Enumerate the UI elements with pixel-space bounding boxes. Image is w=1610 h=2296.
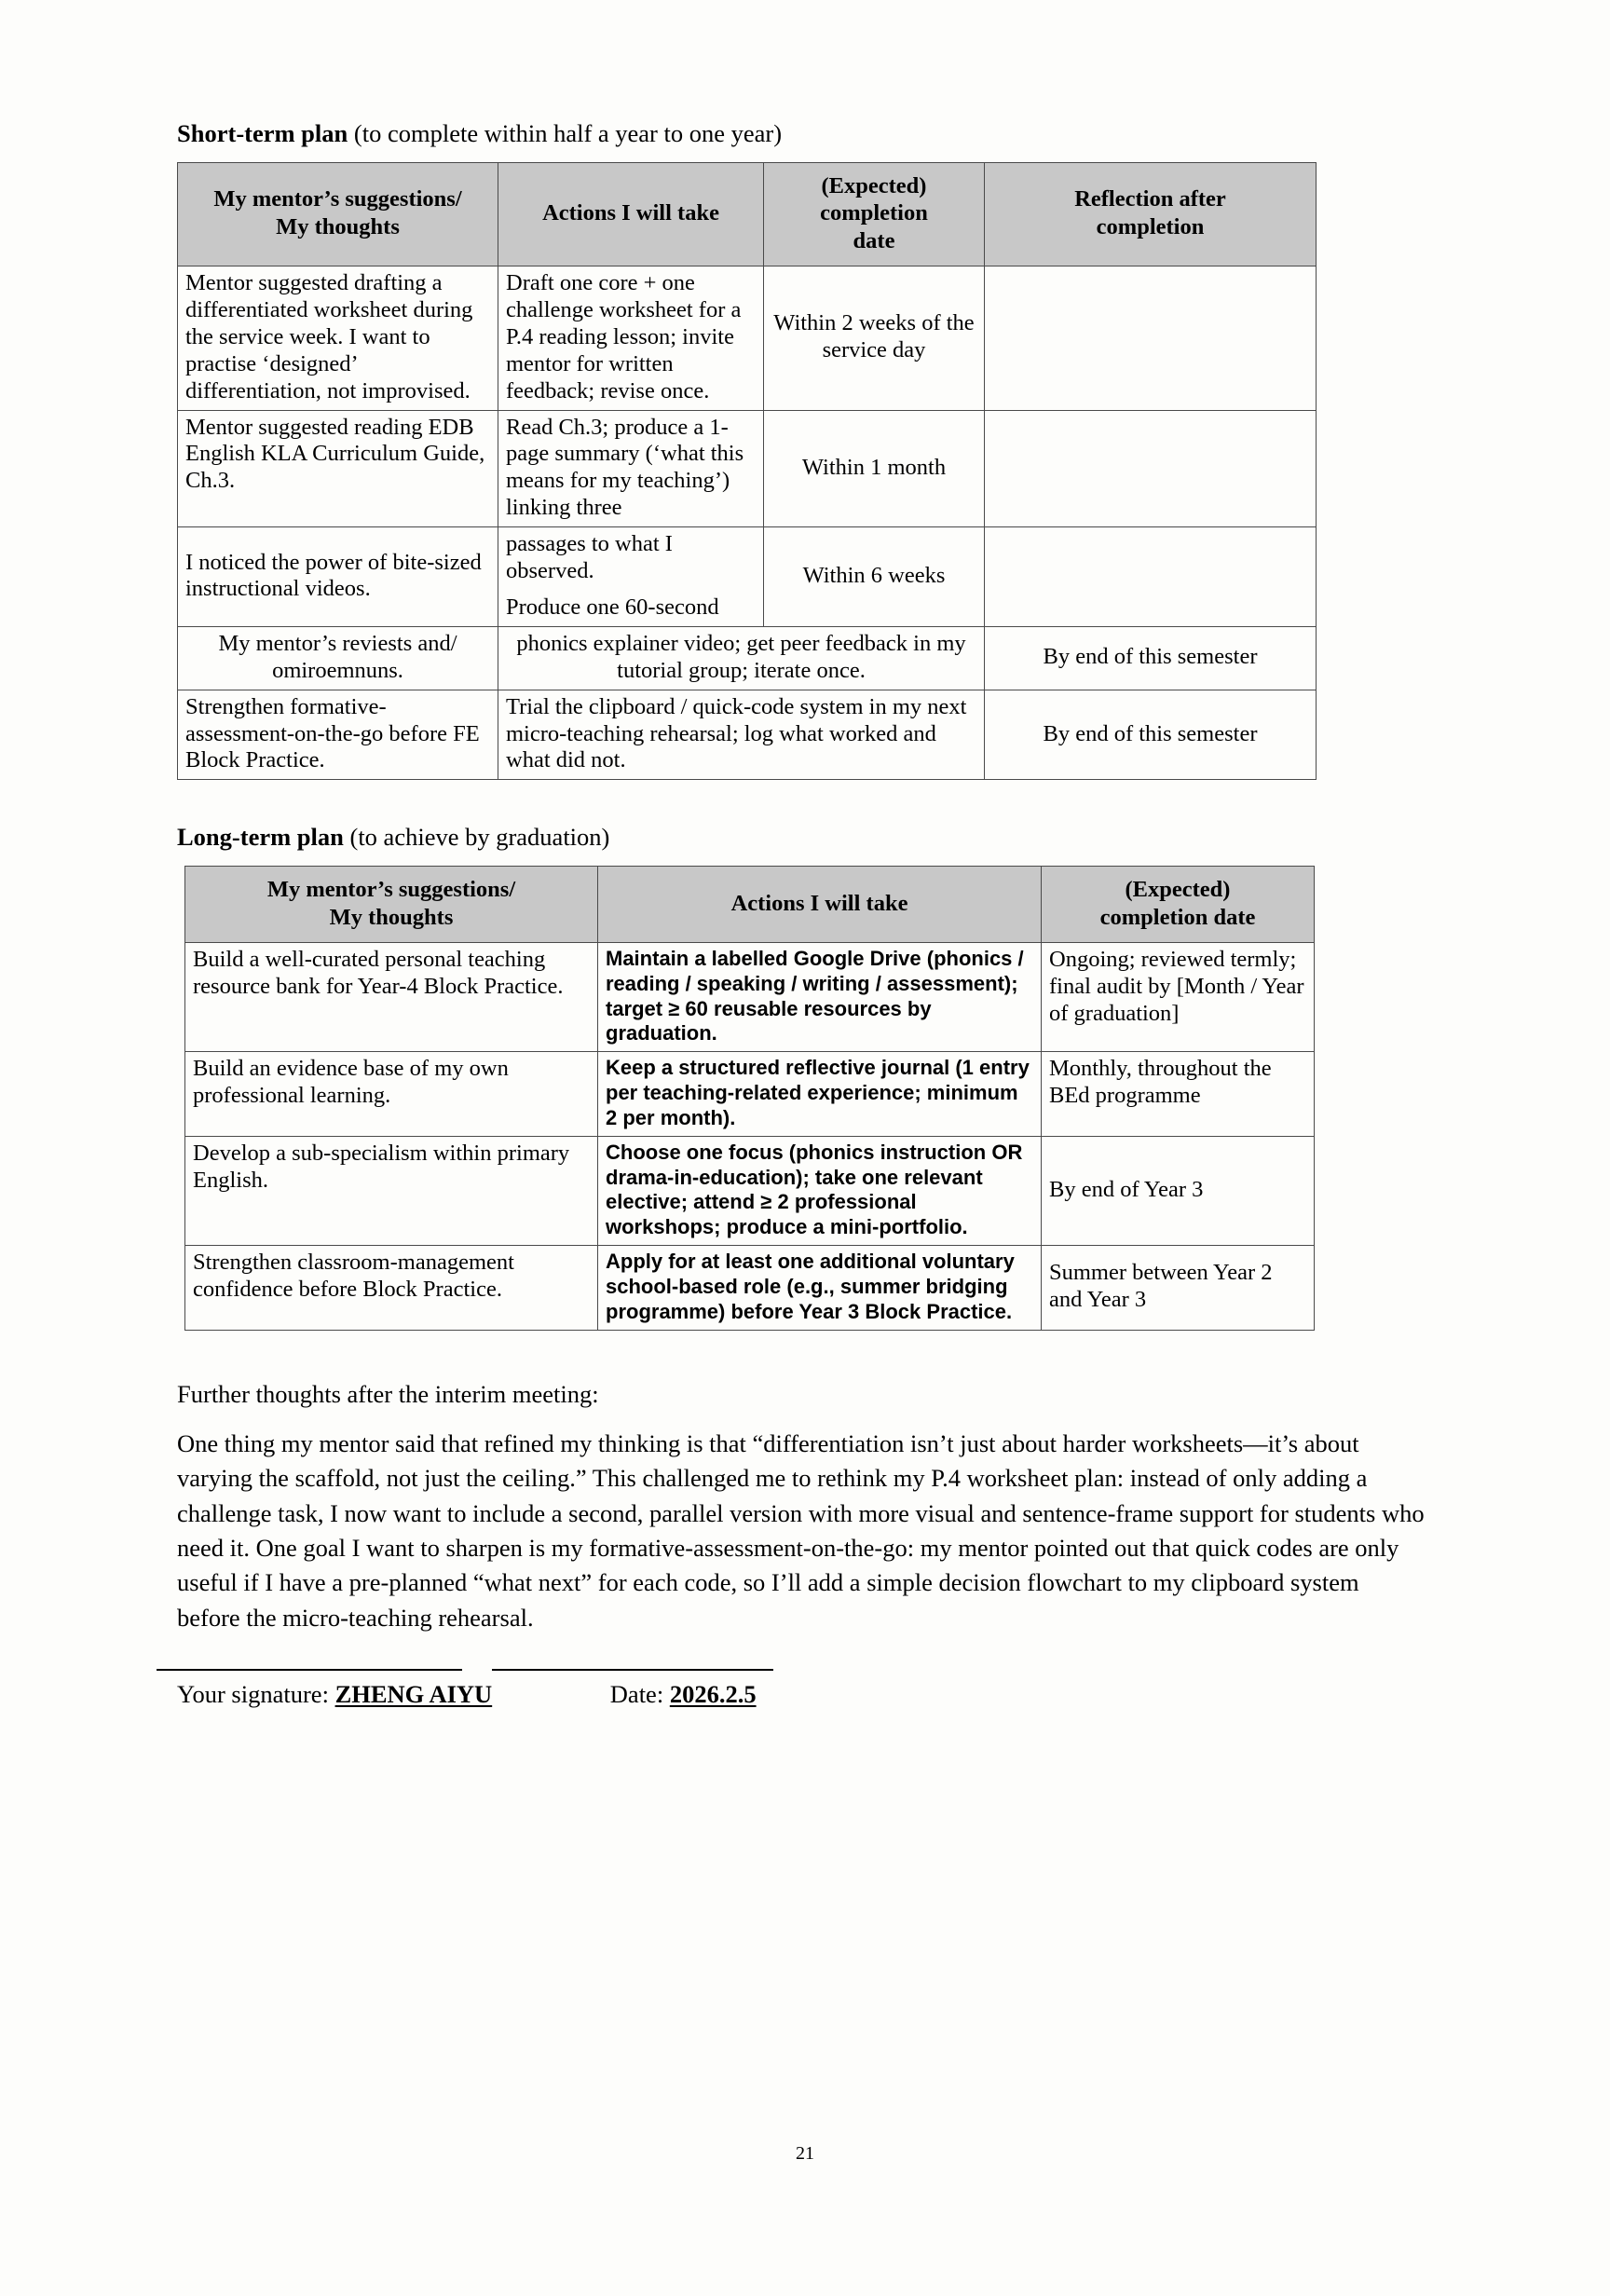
signature-label: Your signature:: [177, 1680, 329, 1709]
table-row: [178, 410, 1317, 527]
column-header-actions: Actions I will take: [498, 162, 764, 266]
cell-thoughts: Build an evidence base of my own professional learning.: [185, 1052, 598, 1136]
cell-thoughts: My mentor’s reviests and/ omiroemnuns.: [178, 626, 498, 690]
cell-date: By end of Year 3: [1042, 1136, 1315, 1245]
cell-date: Summer between Year 2 and Year 3: [1042, 1246, 1315, 1330]
short-term-plan-table: [177, 162, 1317, 781]
column-header-date: [1042, 867, 1315, 943]
cell-actions: Draft one core + one challenge worksheet for a P.4 reading lesson; invite mentor for written feedback; revise once.: [498, 266, 764, 410]
cell-date: Monthly, throughout the BEd programme: [1042, 1052, 1315, 1136]
column-header-thoughts: [178, 162, 498, 266]
table-row: [178, 266, 1317, 410]
short-term-plan-heading: [177, 119, 1433, 149]
cell-thoughts: Build a well-curated personal teaching resource bank for Year-4 Block Practice.: [185, 942, 598, 1051]
signature-value[interactable]: ZHENG AIYU: [334, 1680, 493, 1709]
further-thoughts-body: One thing my mentor said that refined my thinking is that “differentiation isn’t just about harder worksheets—it’s about varying the scaffold, not just the ceiling.” This challenged me to rethink my P.4 worksheet plan: instead of only adding a challenge task, I now want to include a second, parallel version with more visual and sentence-frame support for students who need it. One goal I want to sharpen is my formative-assessment-on-the-go: my mentor pointed out that quick codes are only useful if I have a pre-planned “what next” for each code, so I’ll add a simple decision flowchart to my clipboard system before the micro-teaching rehearsal.: [177, 1428, 1425, 1632]
table-row: [185, 942, 1315, 1051]
cell-actions: Read Ch.3; produce a 1-page summary (‘what this means for my teaching’) linking three: [498, 410, 764, 527]
cell-date: Within 2 weeks of the service day: [764, 266, 985, 410]
cell-date: Within 6 weeks: [764, 527, 985, 627]
table-row: [185, 1136, 1315, 1245]
column-header-thoughts-line2: My thoughts: [276, 213, 400, 239]
column-header-thoughts-line2: My thoughts: [329, 904, 454, 930]
cell-actions: Keep a structured reflective journal (1 entry per teaching-related experience; minimum 2 per month).: [598, 1052, 1042, 1136]
table-row: [178, 626, 1317, 690]
cell-date: By end of this semester: [985, 626, 1317, 690]
date-value[interactable]: 2026.2.5: [669, 1680, 757, 1709]
long-term-plan-table: [184, 866, 1315, 1330]
table-row: [178, 527, 1317, 627]
further-thoughts-lead: Further thoughts after the interim meeting:: [177, 1379, 599, 1408]
short-term-plan-heading-bold: Short-term plan: [177, 119, 348, 147]
cell-reflection[interactable]: [985, 266, 1317, 410]
long-term-plan-heading: [177, 823, 1433, 853]
column-header-date-line2: completion: [820, 200, 928, 226]
short-term-plan-heading-rest: (to complete within half a year to one year): [348, 119, 783, 147]
table-row: [185, 1246, 1315, 1330]
column-header-reflection-line1: Reflection after: [1074, 186, 1226, 212]
date-label: Date:: [609, 1680, 664, 1709]
cell-actions-line3: Produce one 60-second: [506, 594, 719, 620]
signature-row: [177, 1680, 1433, 1709]
table-row: [185, 1052, 1315, 1136]
column-header-actions: Actions I will take: [598, 867, 1042, 943]
page-number: 21: [796, 2143, 814, 2164]
column-header-thoughts-line1: My mentor’s suggestions/: [213, 186, 462, 212]
cell-actions: Apply for at least one additional voluntary school-based role (e.g., summer bridging programme) before Year 3 Block Practice.: [598, 1246, 1042, 1330]
cell-date: Within 1 month: [764, 410, 985, 527]
column-header-reflection: [985, 162, 1317, 266]
signature-block: [177, 1669, 1433, 1730]
cell-date: By end of this semester: [985, 690, 1317, 780]
column-header-thoughts-line1: My mentor’s suggestions/: [266, 877, 516, 903]
cell-reflection[interactable]: [985, 527, 1317, 627]
long-term-plan-heading-rest: (to achieve by graduation): [343, 823, 610, 852]
table-header-row: [185, 867, 1315, 943]
column-header-reflection-line2: completion: [1096, 213, 1205, 239]
column-header-date-line1: (Expected): [1125, 877, 1231, 903]
page-content: [177, 119, 1433, 1730]
column-header-date-line1: (Expected): [821, 172, 927, 198]
cell-thoughts: Strengthen formative-assessment-on-the-go before FE Block Practice.: [178, 690, 498, 780]
cell-actions: Maintain a labelled Google Drive (phonics / reading / speaking / writing / assessment); target ≥ 60 reusable resources by graduation.: [598, 942, 1042, 1051]
further-thoughts-section: [177, 1377, 1426, 1636]
date-rule: [492, 1669, 773, 1671]
cell-actions: Trial the clipboard / quick-code system in my next micro-teaching rehearsal; log what worked and what did not.: [498, 690, 985, 780]
cell-date: Ongoing; reviewed termly; final audit by [Month / Year of graduation]: [1042, 942, 1315, 1051]
cell-actions-line1: passages to what I: [506, 531, 673, 557]
table-header-row: [178, 162, 1317, 266]
cell-thoughts: Strengthen classroom-management confidence before Block Practice.: [185, 1246, 598, 1330]
column-header-thoughts: [185, 867, 598, 943]
cell-actions: phonics explainer video; get peer feedback in my tutorial group; iterate once.: [498, 626, 985, 690]
cell-thoughts: Mentor suggested drafting a differentiated worksheet during the service week. I want to practise ‘designed’ differentiation, not improvised.: [178, 266, 498, 410]
cell-reflection[interactable]: [985, 410, 1317, 527]
cell-thoughts: Develop a sub-specialism within primary English.: [185, 1136, 598, 1245]
cell-actions-line2: observed.: [506, 558, 594, 584]
signature-rule: [157, 1669, 462, 1671]
date-group: [610, 1680, 757, 1708]
cell-actions: [498, 527, 764, 627]
column-header-date: [764, 162, 985, 266]
cell-thoughts: Mentor suggested reading EDB English KLA Curriculum Guide, Ch.3.: [178, 410, 498, 527]
column-header-date-line3: date: [853, 227, 895, 253]
table-row: [178, 690, 1317, 780]
cell-actions: Choose one focus (phonics instruction OR drama-in-education); take one relevant elective; attend ≥ 2 professional workshops; produce a mini-portfolio.: [598, 1136, 1042, 1245]
cell-thoughts: I noticed the power of bite-sized instructional videos.: [178, 527, 498, 627]
long-term-plan-heading-bold: Long-term plan: [177, 823, 344, 852]
column-header-date-line2: completion date: [1099, 904, 1256, 930]
